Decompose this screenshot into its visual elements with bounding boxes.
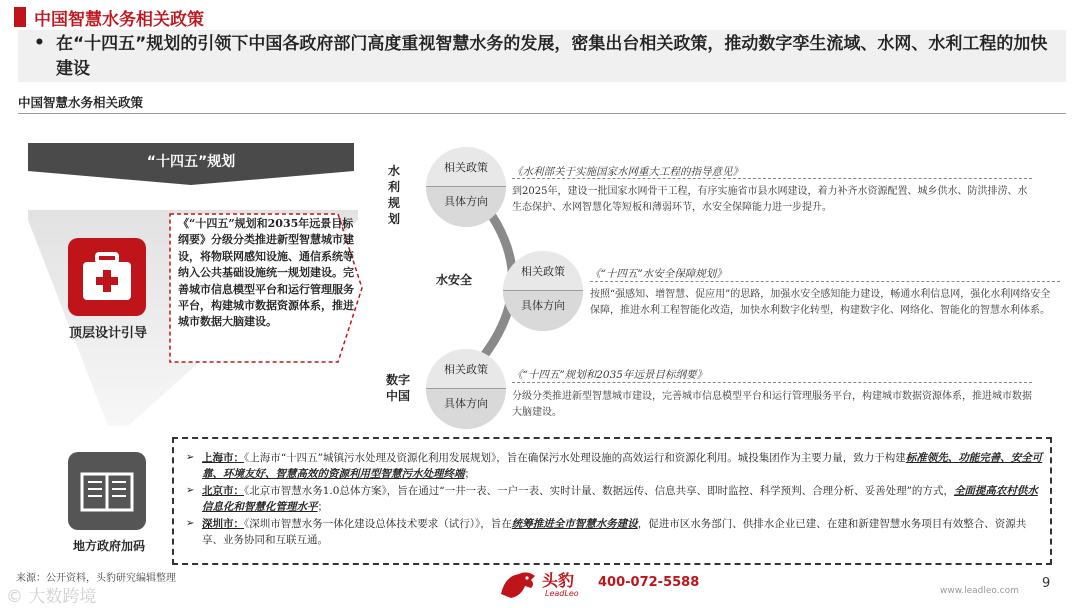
policy-text: 《深圳市智慧水务一体化建设总体技术要求（试行）》，旨在 — [244, 518, 512, 530]
policy-title-water-safety: 《“十四五”水安全保障规划》 — [590, 268, 727, 280]
first-aid-kit-icon — [68, 238, 146, 316]
policy-circle-water-planning — [426, 147, 506, 227]
summary-bullet: • — [34, 33, 45, 53]
category-water-planning: 水利规划 — [387, 164, 400, 226]
logo-text: 头豹 — [542, 571, 575, 590]
source-note: 来源：公开资料，头豹研究编辑整理 — [16, 573, 176, 584]
arrow-bullet-icon: ➢ — [186, 485, 195, 496]
category-water-safety: 水安全 — [436, 273, 473, 287]
circle-top-label: 相关政策 — [521, 265, 565, 278]
policy-title-digital-china: 《“十四五”规划和2035年远景目标纲要》 — [512, 369, 707, 381]
city-name: 上海市： — [202, 452, 244, 464]
watermark: © 大数跨境 — [6, 587, 97, 607]
policy-circle-water-safety — [503, 251, 583, 331]
website-link[interactable]: www.leadleo.com — [940, 586, 1019, 596]
logo-subtext: LeadLeo — [545, 589, 579, 598]
local-policy-shanghai — [186, 450, 1044, 482]
policy-text: 《北京市智慧水务1.0总体方案》，旨在通过“一井一表、一户一表、实时计量、数据远传、信息共享、即时监控、科学预判、合理分析、妥善处理”的方式， — [244, 485, 954, 497]
top-design-label: 顶层设计引导 — [68, 326, 147, 341]
policy-circle-digital-china — [426, 349, 506, 429]
policy-text: 《上海市“十四五”城镇污水处理及资源化利用发展规划》，旨在确保污水处理设施的高效运行和资源化利用。城投集团作为主要力量，致力于构建 — [244, 452, 906, 464]
policy-desc-water-safety: 按照“强感知、增智慧、促应用”的思路，加强水安全感知能力建设，畅通水利信息网，强化水利网络安全保障，推进水利工程智能化改造，加快水利数字化转型，构建数字化、网络化、智能化的智慧水利体系。 — [590, 289, 1051, 316]
local-gov-label: 地方政府加码 — [72, 539, 145, 553]
policy-emphasis: 全面提高农村供水信息化和智慧化管理水平 — [202, 485, 1038, 513]
local-policy-beijing — [186, 483, 1044, 515]
category-digital-china: 数字中国 — [386, 373, 411, 403]
circle-top-label: 相关政策 — [444, 363, 488, 376]
policy-title-water-planning: 《水利部关于实施国家水网重大工程的指导意见》 — [512, 166, 743, 178]
plan-banner-label: “十四五”规划 — [146, 154, 236, 170]
circle-bottom-label: 具体方向 — [521, 299, 565, 312]
policy-divider — [590, 281, 1060, 282]
policy-text-end: ，促进市区水务部门、供排水企业已建、在建和新建智慧水务项目有效整合、资源共享、业务协同和互联互通。 — [202, 518, 1027, 546]
policy-desc-digital-china: 分级分类推进新型智慧城市建设，完善城市信息模型平台和运行管理服务平台，构建城市数据资源体系，推进城市数据大脑建设。 — [512, 391, 1032, 418]
policy-emphasis: 标准领先、功能完善、安全可靠、环境友好、智慧高效的资源利用型智慧污水处理终端 — [202, 452, 1043, 480]
phone-number: 400-072-5588 — [598, 575, 700, 590]
local-policy-shenzhen — [186, 516, 1044, 548]
circle-bottom-label: 具体方向 — [444, 195, 488, 208]
arrow-bullet-icon: ➢ — [186, 518, 195, 529]
header-accent-bar — [14, 7, 26, 27]
leopard-logo-icon — [497, 566, 539, 602]
policy-desc-water-planning: 到2025年，建设一批国家水网骨干工程，有序实施省市县水网建设，着力补齐水资源配置、城乡供水、防洪排涝、水生态保护、水网智慧化等短板和薄弱环节，水安全保障能力进一步提升。 — [512, 186, 1028, 213]
section-divider — [18, 113, 1066, 114]
page-title: 中国智慧水务相关政策 — [34, 10, 204, 30]
circle-top-label: 相关政策 — [444, 161, 488, 174]
page-number: 9 — [1042, 576, 1051, 591]
policy-text-end: ； — [317, 501, 328, 513]
policy-emphasis: 统筹推进全市智慧水务建设 — [511, 518, 638, 530]
callout-text: 《“十四五”规划和2035年远景目标纲要》分级分类推进新型智慧城市建设，将物联网感知设施、通信系统等纳入公共基础设施统一规划建设。完善城市信息模型平台和运行管理服务平台，构建城市数据资源体系，推进城市数据大脑建设。 — [178, 217, 354, 329]
policy-divider — [512, 178, 1032, 179]
policy-divider — [512, 382, 1032, 383]
plan-banner-wrap — [28, 143, 354, 185]
circle-bottom-label: 具体方向 — [444, 397, 488, 410]
policy-text-end: ； — [464, 468, 475, 480]
city-name: 北京市： — [202, 485, 244, 497]
city-name: 深圳市： — [202, 518, 244, 530]
section-title: 中国智慧水务相关政策 — [18, 95, 144, 110]
arrow-bullet-icon: ➢ — [186, 452, 195, 463]
summary-text: 在“十四五”规划的引领下中国各政府部门高度重视智慧水务的发展，密集出台相关政策，推动数字孪生流域、水网、水利工程的加快建设 — [56, 34, 1048, 79]
book-icon — [68, 452, 146, 530]
